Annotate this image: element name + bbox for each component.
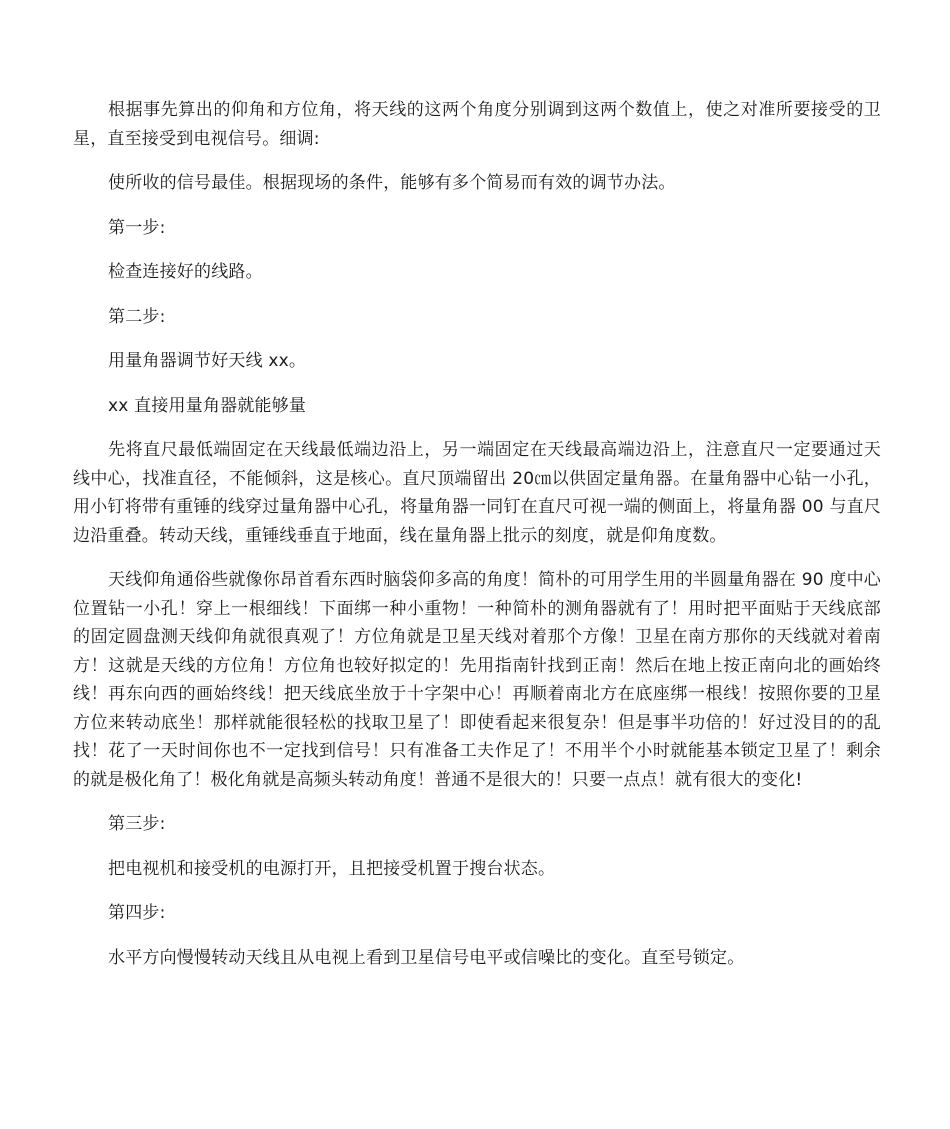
step-three-text: 把电视机和接受机的电源打开，且把接受机置于搜台状态。 (108, 858, 556, 879)
step-one-text: 检查连接好的线路。 (108, 262, 263, 282)
step-four-heading: 第四步: (108, 903, 166, 923)
document-body (73, 96, 881, 988)
step-four-text: 水平方向慢慢转动天线且从电视上看到卫星信号电平或信噪比的变化。直至号锁定。 (108, 947, 745, 968)
paragraph-ruler-method: 先将直尺最低端固定在天线最低端边沿上，另一端固定在天线最高端边沿上，注意直尺一定要通过天线中心，找准直径，不能倾斜，这是核心。直尺顶端留出 20㎝以供固定量角器。在量角器中心钻一小孔，用小钉将带有重锤的线穿过量角器中心孔，将量角器一同钉在直尺可视一端的侧面上，将量角器 00 与直尺边沿重叠。转动天线，重锤线垂直于地面，线在量角器上批示的刻度，就是仰角度数。 (73, 440, 881, 546)
step-two-heading: 第二步: (108, 306, 166, 327)
step-two-note: xx 直接用量角器就能够量 (108, 395, 307, 416)
paragraph-intro: 根据事先算出的仰角和方位角，将天线的这两个角度分别调到这两个数值上，使之对准所要接受的卫星，直至接受到电视信号。细调: (73, 100, 881, 149)
step-three-heading: 第三步: (108, 814, 166, 834)
step-one-heading: 第一步: (108, 217, 166, 238)
step-two-text: 用量角器调节好天线 xx。 (108, 351, 307, 371)
paragraph-fine-tune: 使所收的信号最佳。根据现场的条件，能够有多个简易而有效的调节办法。 (108, 173, 676, 193)
paragraph-elevation-azimuth: 天线仰角通俗些就像你昂首看东西时脑袋仰多高的角度！简朴的可用学生用的半圆量角器在 90 度中心位置钻一小孔！穿上一根细线！下面绑一种小重物！一种简朴的测角器就有了！用时把平面贴于天线底部的固定圆盘测天线仰角就很真观了！方位角就是卫星天线对着那个方像！卫星在南方那你的天线就对着南方！这就是天线的方位角！方位角也较好拟定的！先用指南针找到正南！然后在地上按正南向北的画始终线！再东向西的画始终线！把天线底坐放于十字架中心！再顺着南北方在底座绑一根线！按照你要的卫星方位来转动底坐！那样就能很轻松的找取卫星了！即使看起来很复杂！但是事半功倍的！好过没目的的乱找！花了一天时间你也不一定找到信号！只有准备工夫作足了！不用半个小时就能基本锁定卫星了！剩余的就是极化角了！极化角就是高频头转动角度！普通不是很大的！只要一点点！就有很大的变化! (73, 570, 881, 790)
